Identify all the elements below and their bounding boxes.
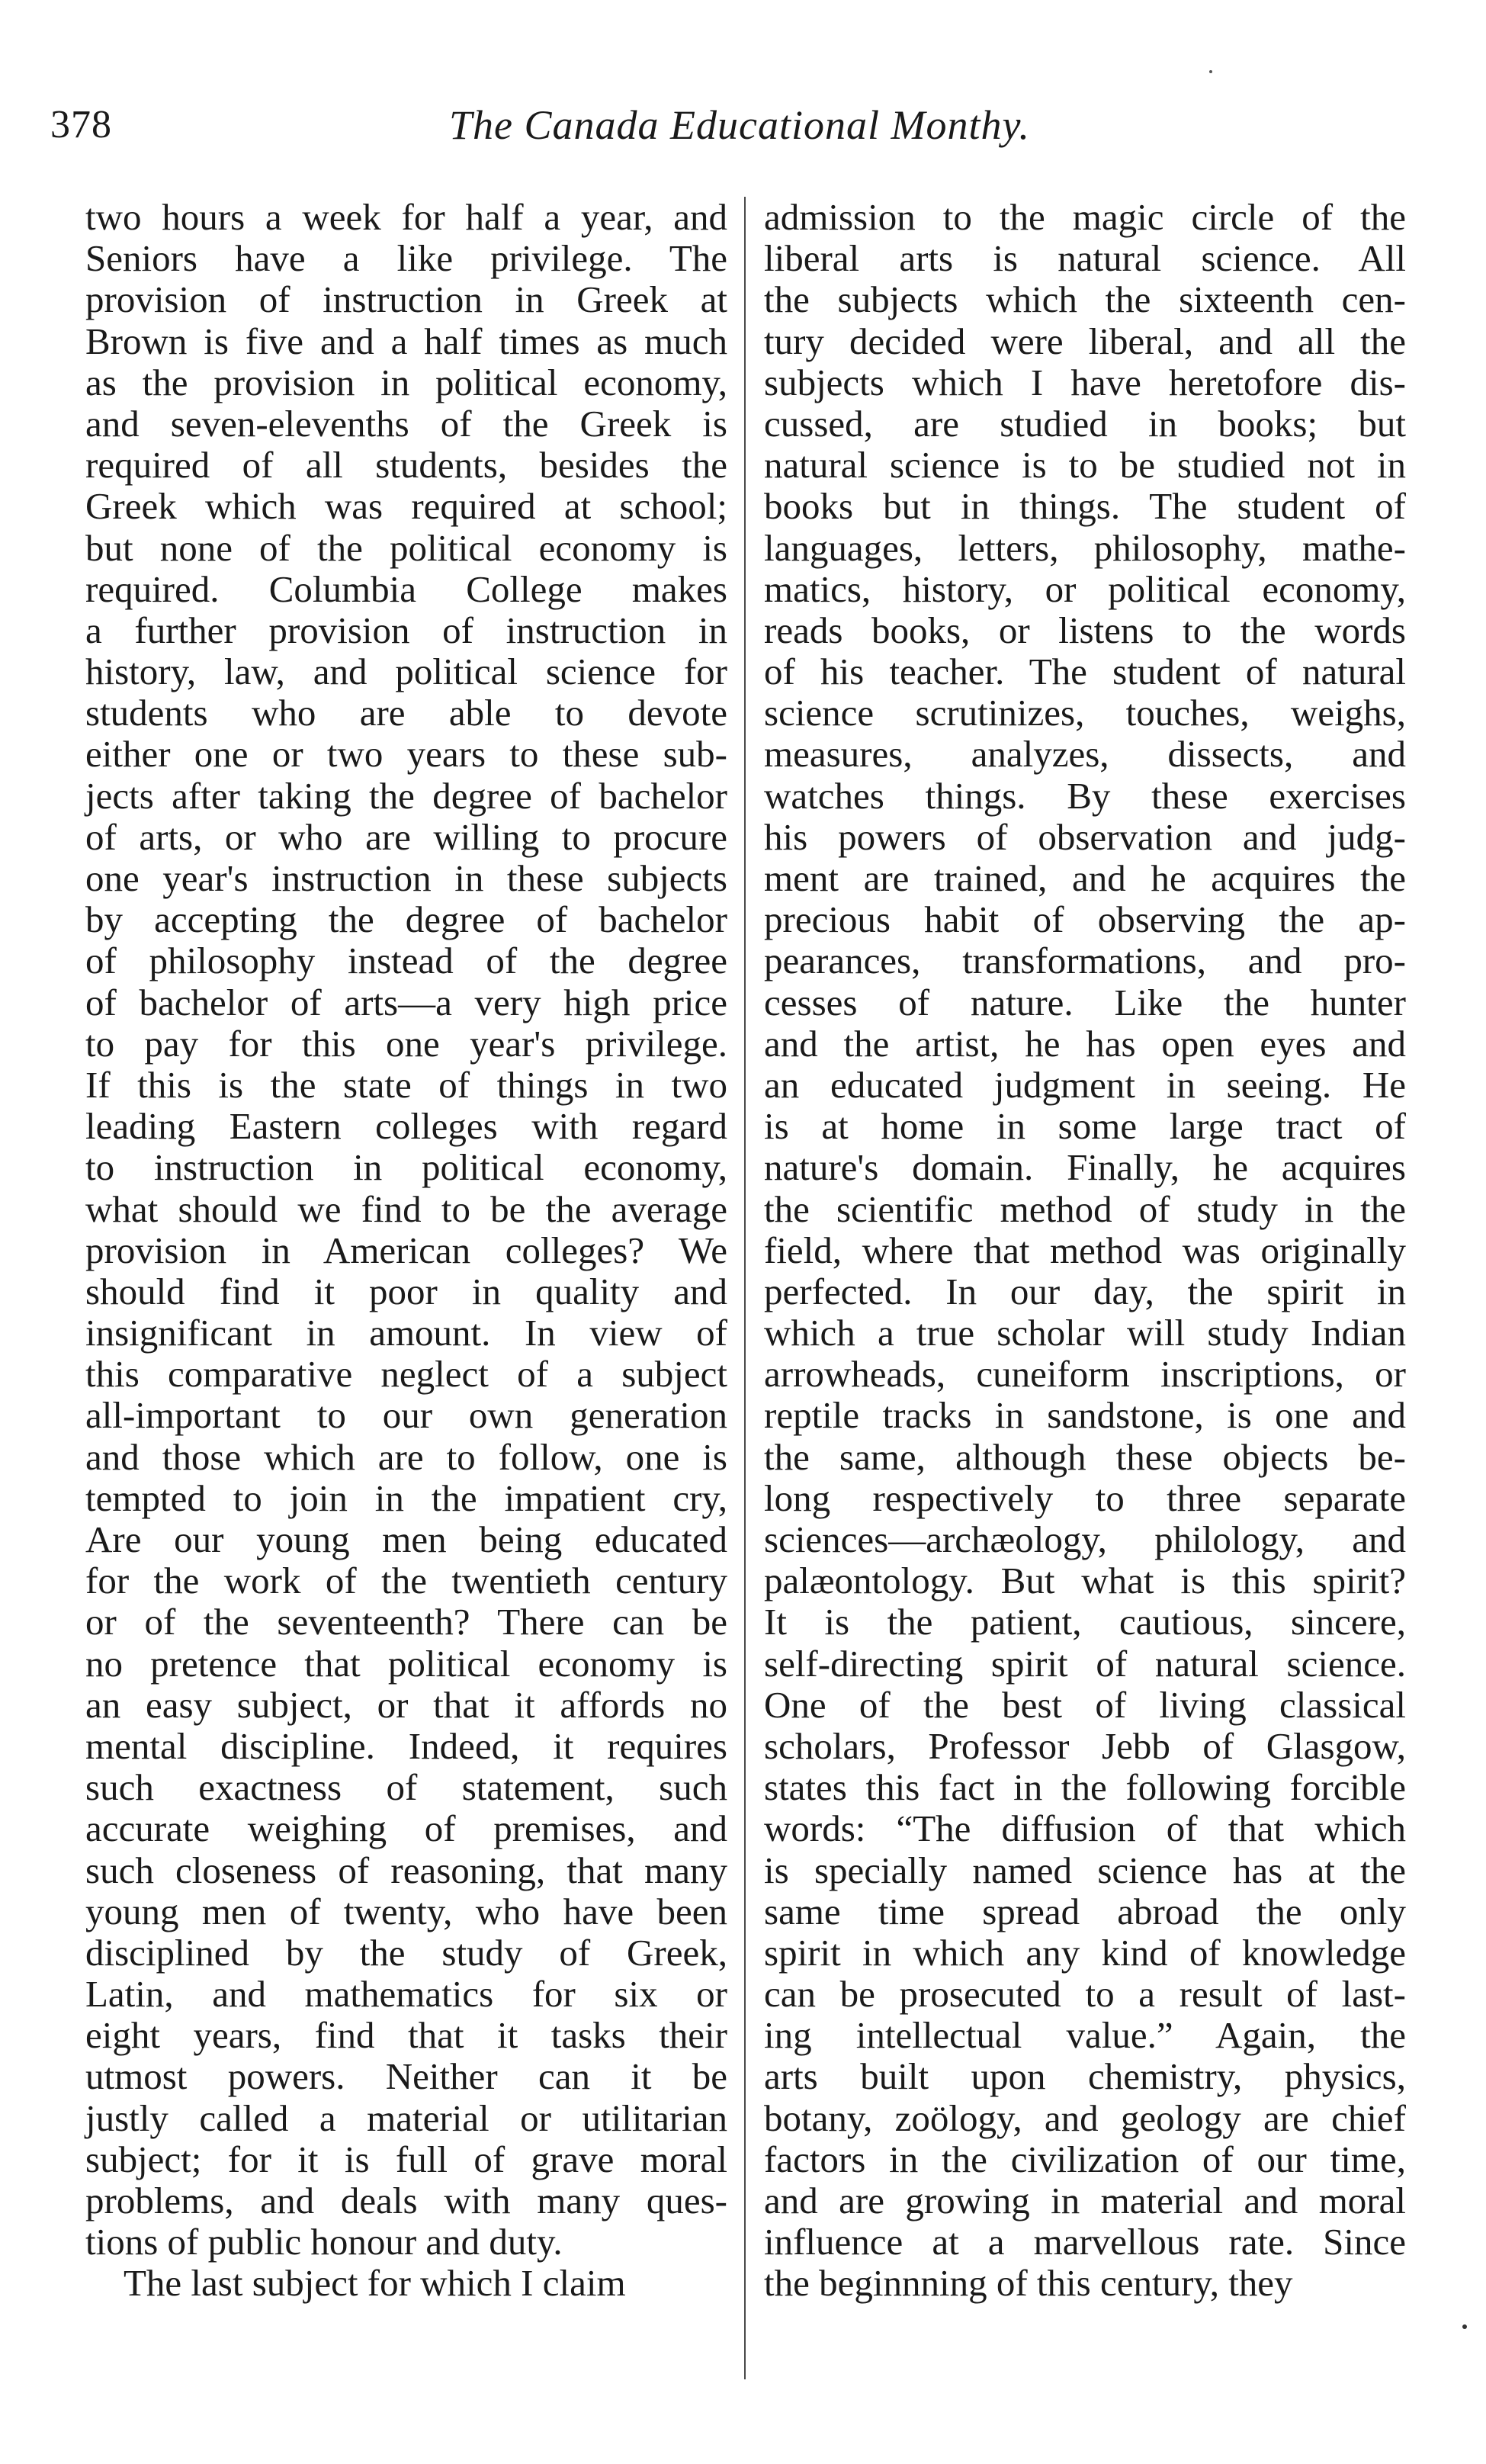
- text-line: same time spread abroad the only: [764, 1890, 1406, 1932]
- text-line: books but in things. The student of: [764, 485, 1406, 528]
- text-line: either one or two years to these sub-: [85, 733, 727, 776]
- text-line: leading Eastern colleges with regard: [85, 1105, 727, 1148]
- text-line: is at home in some large tract of: [764, 1105, 1406, 1148]
- text-line: for the work of the twentieth century: [85, 1560, 727, 1602]
- text-line: the scientific method of study in the: [764, 1187, 1406, 1230]
- text-line: cussed, are studied in books; but: [764, 402, 1406, 445]
- text-line: mental discipline. Indeed, it requires: [85, 1724, 727, 1767]
- text-line: justly called a material or utilitarian: [85, 2096, 727, 2139]
- text-line: as the provision in political economy,: [85, 361, 727, 403]
- text-line: all-important to our own generation: [85, 1394, 727, 1437]
- column-divider: [744, 197, 746, 2379]
- text-line: which a true scholar will study Indian: [764, 1312, 1406, 1354]
- text-line: his powers of observation and judg-: [764, 815, 1406, 858]
- text-line: and those which are to follow, one is: [85, 1435, 727, 1478]
- text-line: one year's instruction in these subjects: [85, 857, 727, 899]
- text-line: is specially named science has at the: [764, 1849, 1406, 1891]
- text-line: of arts, or who are willing to procure: [85, 815, 727, 858]
- text-line: and the artist, he has open eyes and: [764, 1022, 1406, 1065]
- text-line: this comparative neglect of a subject: [85, 1353, 727, 1396]
- text-line: factors in the civilization of our time,: [764, 2138, 1406, 2180]
- text-line: the subjects which the sixteenth cen-: [764, 278, 1406, 321]
- text-line: precious habit of observing the ap-: [764, 898, 1406, 941]
- text-line: field, where that method was originally: [764, 1229, 1406, 1271]
- text-line: an easy subject, or that it affords no: [85, 1683, 727, 1726]
- text-line: required of all students, besides the: [85, 444, 727, 487]
- text-line: words: “The diffusion of that which: [764, 1807, 1406, 1850]
- text-line: arrowheads, cuneiform inscriptions, or: [764, 1353, 1406, 1396]
- text-line: no pretence that political economy is: [85, 1642, 727, 1685]
- text-line: cesses of nature. Like the hunter: [764, 981, 1406, 1023]
- text-line: Greek which was required at school;: [85, 485, 727, 528]
- text-line: watches things. By these exercises: [764, 774, 1406, 817]
- text-line: subjects which I have heretofore dis-: [764, 361, 1406, 403]
- text-line: disciplined by the study of Greek,: [85, 1931, 727, 1974]
- text-line: or of the seventeenth? There can be: [85, 1601, 727, 1643]
- text-line: problems, and deals with many ques-: [85, 2180, 727, 2221]
- text-line: perfected. In our day, the spirit in: [764, 1270, 1406, 1312]
- left-text-column: [85, 197, 727, 2305]
- text-line: jects after taking the degree of bachelor: [85, 774, 727, 817]
- text-line: natural science is to be studied not in: [764, 444, 1406, 487]
- text-line: of bachelor of arts—a very high price: [85, 981, 727, 1023]
- text-line: the same, although these objects be-: [764, 1435, 1406, 1478]
- text-line: The last subject for which I claim: [124, 2262, 626, 2305]
- text-line: to instruction in political economy,: [85, 1146, 727, 1189]
- text-line: tury decided were liberal, and all the: [764, 320, 1406, 362]
- text-line: of his teacher. The student of natural: [764, 651, 1406, 693]
- text-line: to pay for this one year's privilege.: [85, 1022, 727, 1065]
- text-line: provision in American colleges? We: [85, 1229, 727, 1271]
- text-line: of philosophy instead of the degree: [85, 940, 727, 982]
- text-line: tempted to join in the impatient cry,: [85, 1476, 727, 1519]
- text-line: If this is the state of things in two: [85, 1063, 727, 1106]
- text-line: palæontology. But what is this spirit?: [764, 1560, 1406, 1602]
- text-line: young men of twenty, who have been: [85, 1890, 727, 1932]
- text-line: two hours a week for half a year, and: [85, 196, 727, 238]
- text-line: and seven-elevenths of the Greek is: [85, 402, 727, 445]
- text-line: One of the best of living classical: [764, 1683, 1406, 1726]
- text-line: botany, zoölogy, and geology are chief: [764, 2096, 1406, 2139]
- text-line: ment are trained, and he acquires the: [764, 857, 1406, 899]
- text-line: a further provision of instruction in: [85, 609, 727, 651]
- text-line: sciences—archæology, philology, and: [764, 1518, 1406, 1560]
- text-line: Seniors have a like privilege. The: [85, 237, 727, 280]
- text-line: reads books, or listens to the words: [764, 609, 1406, 651]
- text-line: nature's domain. Finally, he acquires: [764, 1146, 1406, 1189]
- text-line: by accepting the degree of bachelor: [85, 898, 727, 941]
- running-title: The Canada Educational Monthy.: [449, 102, 1030, 148]
- text-line: Are our young men being educated: [85, 1518, 727, 1560]
- text-line: arts built upon chemistry, physics,: [764, 2055, 1406, 2098]
- text-line: insignificant in amount. In view of: [85, 1312, 727, 1354]
- text-line: should find it poor in quality and: [85, 1270, 727, 1312]
- text-line: pearances, transformations, and pro-: [764, 940, 1406, 982]
- right-text-column: [764, 197, 1406, 2305]
- text-line: ing intellectual value.” Again, the: [764, 2014, 1406, 2057]
- text-line: and are growing in material and moral: [764, 2180, 1406, 2221]
- text-line: students who are able to devote: [85, 692, 727, 734]
- text-line: subject; for it is full of grave moral: [85, 2138, 727, 2180]
- text-line: self-directing spirit of natural science.: [764, 1642, 1406, 1685]
- text-line: measures, analyzes, dissects, and: [764, 733, 1406, 776]
- text-line: spirit in which any kind of knowledge: [764, 1931, 1406, 1974]
- page-number: 378: [50, 103, 112, 146]
- text-line: Brown is five and a half times as much: [85, 320, 727, 362]
- text-line: but none of the political economy is: [85, 526, 727, 569]
- text-line: required. Columbia College makes: [85, 567, 727, 610]
- text-line: influence at a marvellous rate. Since: [764, 2221, 1406, 2263]
- text-line: liberal arts is natural science. All: [764, 237, 1406, 280]
- stray-ink-mark: [1462, 2324, 1467, 2329]
- text-line: tions of public honour and duty.: [85, 2221, 563, 2263]
- text-line: history, law, and political science for: [85, 651, 727, 693]
- text-line: languages, letters, philosophy, mathe-: [764, 526, 1406, 569]
- text-line: scholars, Professor Jebb of Glasgow,: [764, 1724, 1406, 1767]
- text-line: an educated judgment in seeing. He: [764, 1063, 1406, 1106]
- text-line: It is the patient, cautious, sincere,: [764, 1601, 1406, 1643]
- text-line: Latin, and mathematics for six or: [85, 1973, 727, 2016]
- text-line: states this fact in the following forcible: [764, 1766, 1406, 1809]
- text-line: can be prosecuted to a result of last-: [764, 1973, 1406, 2016]
- text-line: utmost powers. Neither can it be: [85, 2055, 727, 2098]
- text-line: science scrutinizes, touches, weighs,: [764, 692, 1406, 734]
- text-line: such exactness of statement, such: [85, 1766, 727, 1809]
- text-line: reptile tracks in sandstone, is one and: [764, 1394, 1406, 1437]
- text-line: what should we find to be the average: [85, 1187, 727, 1230]
- text-line: such closeness of reasoning, that many: [85, 1849, 727, 1891]
- text-line: eight years, find that it tasks their: [85, 2014, 727, 2057]
- text-line: accurate weighing of premises, and: [85, 1807, 727, 1850]
- text-line: admission to the magic circle of the: [764, 196, 1406, 238]
- text-line: the beginnning of this century, they: [764, 2262, 1293, 2305]
- text-line: provision of instruction in Greek at: [85, 278, 727, 321]
- text-line: matics, history, or political economy,: [764, 567, 1406, 610]
- stray-ink-mark: [1209, 70, 1212, 73]
- text-line: long respectively to three separate: [764, 1476, 1406, 1519]
